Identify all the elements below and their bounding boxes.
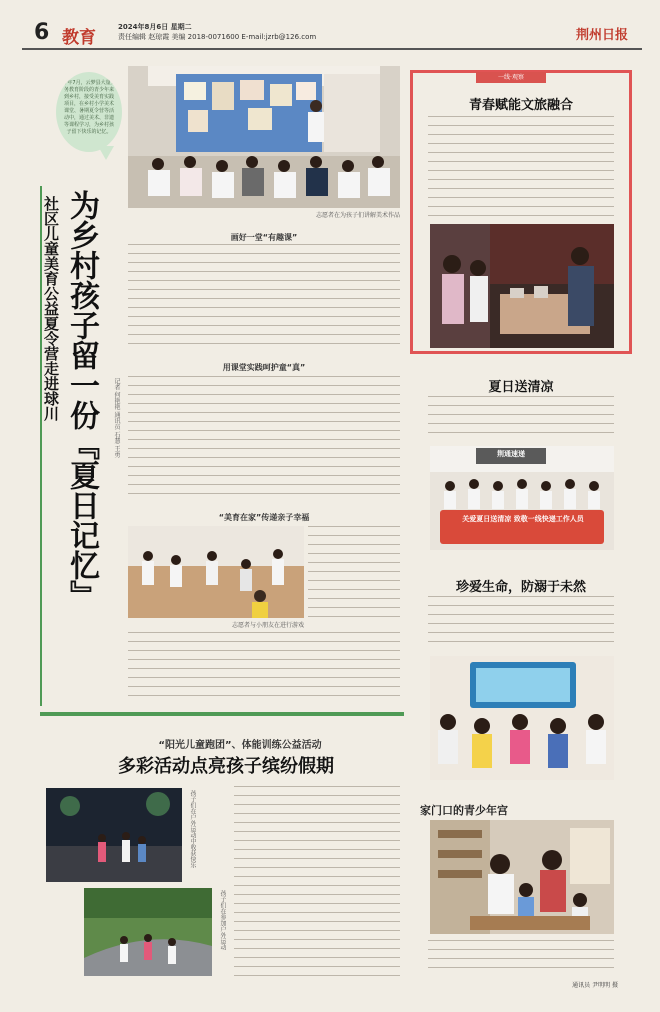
lead-text-block-2 [128, 376, 400, 500]
cool-title: 夏日送清凉 [488, 380, 554, 395]
safety-title: 珍爱生命，防溺于未然 [455, 580, 586, 595]
lead-vertical-rule [40, 186, 42, 706]
youth-photo [430, 820, 614, 934]
lead-subhead-3: “美育在家”传递亲子幸福 [218, 513, 310, 522]
lead-bottom-rule [40, 712, 404, 716]
cool-photo [430, 446, 614, 550]
bubble-tail [98, 146, 114, 160]
cool-text-block [428, 396, 614, 440]
masthead [22, 18, 642, 50]
lead-photo-caption: 志愿者在为孩子们讲解美术作品 [315, 212, 400, 219]
bottom-photo-1 [46, 788, 182, 882]
feature-badge: 一线·观察 [476, 72, 546, 83]
safety-text-block [428, 596, 614, 650]
lead-subhead-2: 用课堂实践呵护童“真” [222, 363, 306, 372]
lead-photo [128, 66, 400, 208]
bottom-kicker: “阳光儿童跑团”、体能训练公益活动 [158, 740, 322, 751]
bottom-text-block [234, 786, 400, 978]
lead-subtitle: 社区儿童美育公益夏令营走进球川 [42, 196, 60, 421]
lead-subhead-1: 画好一堂“有趣课” [230, 233, 298, 242]
cool-banner-text: 关爱夏日送清凉 致敬一线快递工作人员 [462, 515, 584, 523]
bottom-caption-1: 孩子们在户外运动中收获快乐 [189, 790, 196, 868]
lead-byline: 记者 何艳艳 通讯员 石慧 王勇 [113, 378, 120, 458]
bottom-headline: 多彩活动点亮孩子缤纷假期 [118, 756, 334, 777]
masthead-meta [118, 22, 316, 42]
youth-title: 家门口的青少年宫 [420, 804, 508, 817]
lead-text-block-4 [128, 632, 400, 704]
editor-line: 责任编辑 赵琼霞 美编 2018-0071600 E-mail:jzrb@126.com [118, 33, 317, 41]
lead-title: 为乡村孩子留一份『夏日记忆』 [64, 190, 99, 610]
feature-photo [430, 224, 614, 348]
safety-photo [430, 656, 614, 780]
date-line: 2024年8月6日 星期二 [118, 23, 192, 31]
feature-text-block [428, 116, 614, 220]
bottom-photo-2 [84, 888, 212, 976]
lead-photo-2 [128, 526, 304, 618]
cool-banner-top: 荆通速递 [497, 450, 525, 458]
bottom-caption-2: 孩子们在参加户外运动 [219, 890, 226, 950]
youth-footer: 通讯员 尹明明 摄 [572, 982, 618, 989]
lead-text-block [128, 244, 400, 348]
youth-text-block [428, 940, 614, 976]
page-number: 6 [34, 20, 50, 45]
lead-photo-2-caption: 志愿者与小朋友在进行游戏 [231, 622, 304, 629]
lead-text-block-3 [308, 526, 400, 618]
feature-title: 青春赋能文旅融合 [468, 98, 573, 113]
section-name: 教育 [62, 28, 96, 48]
newspaper-logo: 荆州日报 [575, 28, 628, 43]
lead-bubble [56, 72, 122, 152]
bubble-text: 今年7月，云梦县大量义务教育阶段的青少年来到乡村，接受美育实践项目，在乡村小学美术课堂、暑期夏令营等活动中，通过美术、非遗等课程学习，为乡村孩子留下快乐的记忆。 [62, 80, 116, 135]
